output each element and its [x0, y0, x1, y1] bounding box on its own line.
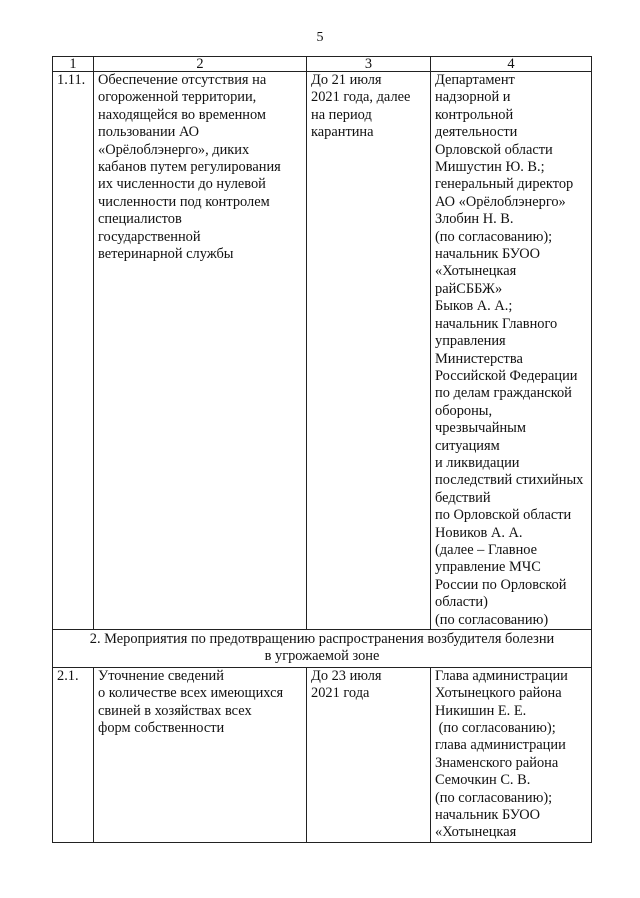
table-row — [53, 667, 592, 842]
responsible-cell: Глава администрации Хотынецкого района Никишин Е. Е. (по согласованию); глава администрации Знаменского района Семочкин С. В. (по согласованию); начальник БУОО «Хотынецкая — [431, 667, 592, 842]
table-row — [53, 72, 592, 630]
deadline-cell: До 21 июля 2021 года, далее на период карантина — [307, 72, 431, 630]
deadline-cell: До 23 июля 2021 года — [307, 667, 431, 842]
table-header-row — [53, 57, 592, 72]
header-cell-2: 2 — [94, 57, 307, 72]
measure-cell: Обеспечение отсутствия на огороженной территории, находящейся во временном пользовании АО «Орёлоблэнерго», диких кабанов путем регулирования их численности до нулевой численности под контролем специалистов государственной ветеринарной службы — [94, 72, 307, 630]
page-number: 5 — [316, 30, 324, 45]
row-number: 2.1. — [53, 667, 94, 842]
section-heading-row — [53, 630, 592, 668]
responsible-cell: Департамент надзорной и контрольной деятельности Орловской области Мишустин Ю. В.; генеральный директор АО «Орёлоблэнерго» Злобин Н. В. (по согласованию); начальник БУОО «Хотынецкая райСББЖ» Быков А. А.; начальник Главного управления Министерства Российской Федерации по делам гражданской обороны, чрезвычайным ситуациям и ликвидации последствий стихийных бедствий по Орловской области Новиков А. А. (далее – Главное управление МЧС России по Орловской области) (по согласованию) — [431, 72, 592, 630]
header-cell-1: 1 — [53, 57, 94, 72]
measure-cell: Уточнение сведений о количестве всех имеющихся свиней в хозяйствах всех форм собственности — [94, 667, 307, 842]
header-cell-4: 4 — [431, 57, 592, 72]
header-cell-3: 3 — [307, 57, 431, 72]
row-number: 1.11. — [53, 72, 94, 630]
measures-table — [52, 56, 592, 843]
section-heading: 2. Мероприятия по предотвращению распространения возбудителя болезни в угрожаемой зоне — [53, 630, 592, 668]
